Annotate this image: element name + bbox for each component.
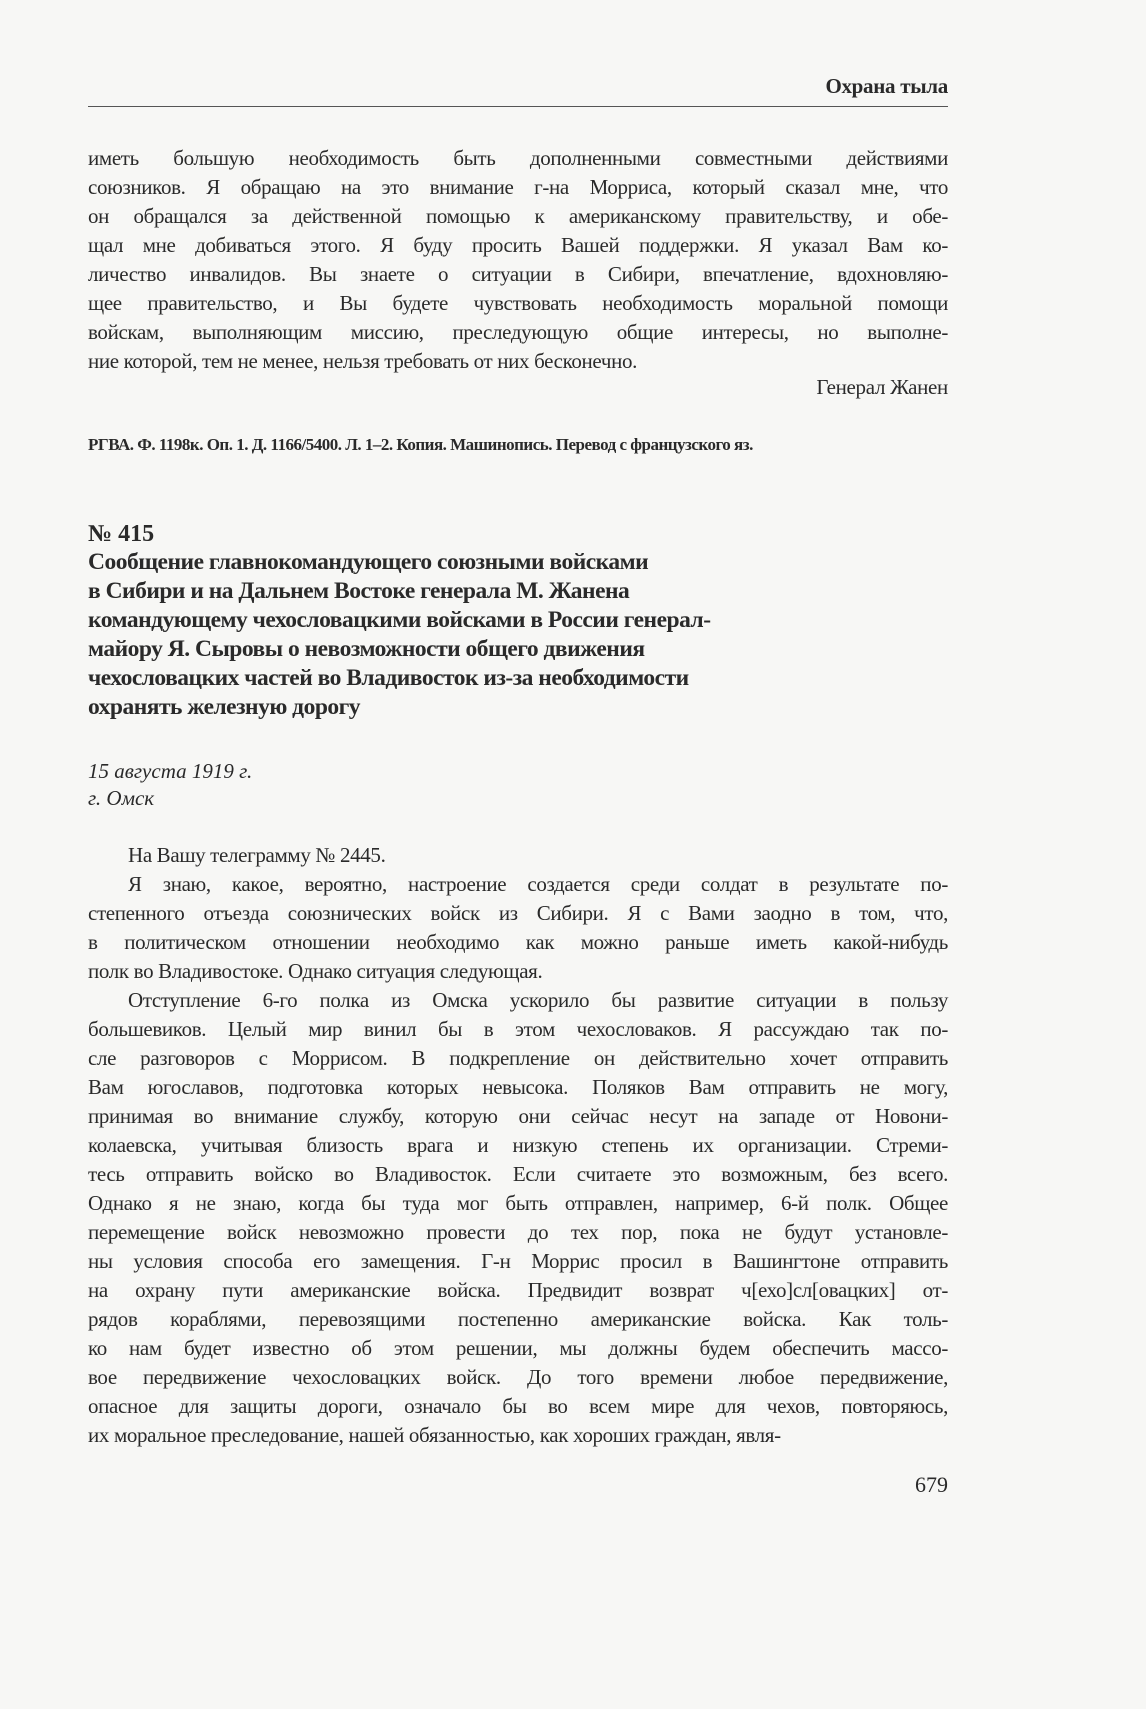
document-title	[88, 548, 948, 722]
text-line: иметь большую необходимость быть дополненными совместными действиями	[88, 146, 948, 170]
text-line: колаевска, учитывая близость врага и низкую степень их организации. Стреми-	[88, 1133, 948, 1157]
text-line: опасное для защиты дороги, означало бы во всем мире для чехов, повторяюсь,	[88, 1394, 948, 1418]
title-line: Сообщение главнокомандующего союзными войсками	[88, 549, 649, 575]
title-line: командующему чехословацкими войсками в России генерал-	[88, 607, 711, 633]
document-date: 15 августа 1919 г.	[88, 759, 253, 783]
running-head: Охрана тыла	[825, 74, 948, 98]
text-line: На Вашу телеграмму № 2445.	[128, 843, 386, 867]
page-number: 679	[915, 1472, 948, 1497]
text-line: Я знаю, какое, вероятно, настроение создается среди солдат в результате по-	[128, 872, 948, 896]
title-line: охранять железную дорогу	[88, 694, 361, 720]
title-line: майору Я. Сыровы о невозможности общего движения	[88, 636, 645, 662]
text-line: щал мне добиваться этого. Я буду просить Вашей поддержки. Я указал Вам ко-	[88, 233, 948, 257]
text-line: их моральное преследование, нашей обязанностью, как хороших граждан, явля-	[88, 1423, 781, 1447]
text-line: вое передвижение чехословацких войск. До того времени любое передвижение,	[88, 1365, 948, 1389]
text-line: степенного отъезда союзнических войск из Сибири. Я с Вами заодно в том, что,	[88, 901, 948, 925]
title-line: в Сибири и на Дальнем Востоке генерала М. Жанена	[88, 578, 630, 604]
header-rule	[88, 106, 948, 107]
text-line: ны условия способа его замещения. Г-н Моррис просил в Вашингтоне отправить	[88, 1249, 948, 1273]
text-line: перемещение войск невозможно провести до тех пор, пока не будут установле-	[88, 1220, 948, 1244]
archive-source: РГВА. Ф. 1198к. Оп. 1. Д. 1166/5400. Л. 1–2. Копия. Машинопись. Перевод с французского яз.	[88, 435, 753, 454]
text-line: рядов кораблями, перевозящими постепенно американские войска. Как толь-	[88, 1307, 948, 1331]
document-place: г. Омск	[88, 786, 155, 810]
text-line: ние которой, тем не менее, нельзя требовать от них бесконечно.	[88, 349, 638, 373]
text-line: в политическом отношении необходимо как можно раньше иметь какой-нибудь	[88, 930, 948, 954]
text-line: принимая во внимание службу, которую они сейчас несут на западе от Новони-	[88, 1104, 948, 1128]
text-line: личество инвалидов. Вы знаете о ситуации в Сибири, впечатление, вдохновляю-	[88, 262, 948, 286]
document-body	[88, 841, 948, 1450]
text-line: союзников. Я обращаю на это внимание г-на Морриса, который сказал мне, что	[88, 175, 948, 199]
text-line: большевиков. Целый мир винил бы в этом чехословаков. Я рассуждаю так по-	[88, 1017, 948, 1041]
document-number: № 415	[88, 521, 155, 547]
text-line: тесь отправить войско во Владивосток. Если считаете это возможным, без всего.	[88, 1162, 948, 1186]
title-line: чехословацких частей во Владивосток из-за необходимости	[88, 665, 689, 691]
previous-document-text	[88, 144, 948, 376]
text-line: на охрану пути американские войска. Предвидит возврат ч[ехо]сл[овацких] от-	[88, 1278, 948, 1302]
text-line: Вам югославов, подготовка которых невысока. Поляков Вам отправить не могу,	[88, 1075, 948, 1099]
text-line: войскам, выполняющим миссию, преследующую общие интересы, но выполне-	[88, 320, 948, 344]
signature: Генерал Жанен	[816, 375, 948, 399]
text-line: сле разговоров с Моррисом. В подкрепление он действительно хочет отправить	[88, 1046, 948, 1070]
text-line: ко нам будет известно об этом решении, мы должны будем обеспечить массо-	[88, 1336, 948, 1360]
text-line: полк во Владивостоке. Однако ситуация следующая.	[88, 959, 543, 983]
text-line: Отступление 6-го полка из Омска ускорило бы развитие ситуации в пользу	[128, 988, 948, 1012]
text-line: Однако я не знаю, когда бы туда мог быть отправлен, например, 6-й полк. Общее	[88, 1191, 948, 1215]
text-line: щее правительство, и Вы будете чувствовать необходимость моральной помощи	[88, 291, 948, 315]
text-line: он обращался за действенной помощью к американскому правительству, и обе-	[88, 204, 948, 228]
